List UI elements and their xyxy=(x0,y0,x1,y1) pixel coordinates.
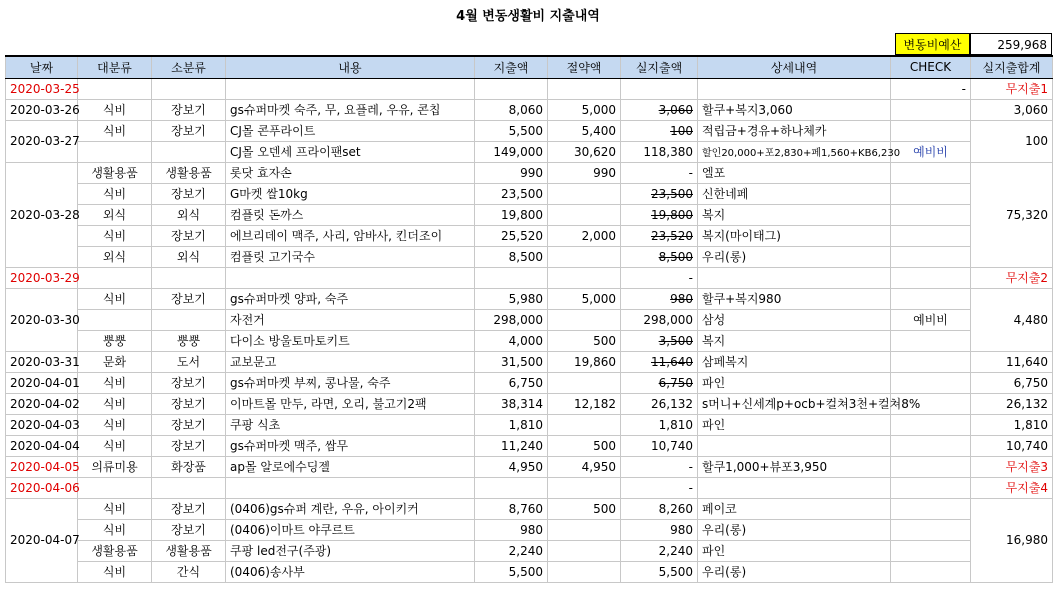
cell-spend[interactable]: 11,240 xyxy=(475,435,548,456)
header-detail[interactable]: 상세내역 xyxy=(698,56,891,78)
cell-saving[interactable] xyxy=(548,267,621,288)
cell-content[interactable]: 컴플릿 고기국수 xyxy=(226,246,475,267)
cell-check[interactable] xyxy=(891,561,971,582)
header-actual[interactable]: 실지출액 xyxy=(621,56,698,78)
cell-check[interactable]: 예비비 xyxy=(891,141,971,162)
cell-content[interactable]: 쿠팡 식초 xyxy=(226,414,475,435)
cell-spend[interactable]: 5,500 xyxy=(475,120,548,141)
cell-detail[interactable]: 할인20,000+포2,830+페1,560+KB6,230 xyxy=(698,141,891,162)
cell-detail[interactable] xyxy=(698,267,891,288)
cell-total[interactable]: 무지출2 xyxy=(971,267,1053,288)
header-content[interactable]: 내용 xyxy=(226,56,475,78)
table-row xyxy=(6,246,1053,267)
cell-content[interactable]: (0406)송사부 xyxy=(226,561,475,582)
cell-content[interactable]: 자전거 xyxy=(226,309,475,330)
cell-total[interactable]: 16,980 xyxy=(971,498,1053,582)
cell-subcategory[interactable]: 도서 xyxy=(152,351,226,372)
cell-category[interactable] xyxy=(78,309,152,330)
cell-total[interactable]: 6,750 xyxy=(971,372,1053,393)
cell-content[interactable]: 다이소 방울토마토키트 xyxy=(226,330,475,351)
cell-check[interactable] xyxy=(891,183,971,204)
cell-subcategory[interactable]: 장보기 xyxy=(152,120,226,141)
cell-saving[interactable]: 5,000 xyxy=(548,288,621,309)
cell-actual[interactable]: 980 xyxy=(621,288,698,309)
cell-content[interactable]: CJ몰 콘푸라이트 xyxy=(226,120,475,141)
cell-subcategory[interactable] xyxy=(152,141,226,162)
cell-saving[interactable] xyxy=(548,519,621,540)
cell-saving[interactable]: 5,400 xyxy=(548,120,621,141)
cell-category[interactable]: 식비 xyxy=(78,393,152,414)
cell-category[interactable] xyxy=(78,477,152,498)
cell-spend[interactable] xyxy=(475,267,548,288)
table-row xyxy=(6,393,1053,414)
cell-subcategory[interactable] xyxy=(152,477,226,498)
cell-total[interactable]: 26,132 xyxy=(971,393,1053,414)
table-row xyxy=(6,162,1053,183)
cell-detail[interactable]: 우리(롱) xyxy=(698,561,891,582)
cell-category[interactable]: 식비 xyxy=(78,372,152,393)
cell-saving[interactable]: 4,950 xyxy=(548,456,621,477)
cell-content[interactable]: 컴플릿 돈까스 xyxy=(226,204,475,225)
header-category[interactable]: 대분류 xyxy=(78,56,152,78)
cell-spend[interactable]: 19,800 xyxy=(475,204,548,225)
cell-category[interactable]: 식비 xyxy=(78,519,152,540)
cell-saving[interactable] xyxy=(548,372,621,393)
cell-saving[interactable] xyxy=(548,183,621,204)
cell-content[interactable]: gs슈퍼마켓 맥주, 쌈무 xyxy=(226,435,475,456)
cell-saving[interactable] xyxy=(548,78,621,99)
cell-detail[interactable] xyxy=(698,477,891,498)
cell-actual[interactable]: 23,520 xyxy=(621,225,698,246)
cell-content[interactable]: gs슈퍼마켓 숙주, 무, 요플레, 우유, 콘칩 xyxy=(226,99,475,120)
cell-spend[interactable]: 4,000 xyxy=(475,330,548,351)
cell-check[interactable] xyxy=(891,477,971,498)
cell-actual[interactable]: 8,260 xyxy=(621,498,698,519)
cell-check[interactable] xyxy=(891,267,971,288)
cell-detail[interactable]: 엘포 xyxy=(698,162,891,183)
cell-check[interactable] xyxy=(891,435,971,456)
header-date[interactable]: 날짜 xyxy=(6,56,78,78)
cell-date[interactable]: 2020-03-27 xyxy=(6,120,78,162)
cell-spend[interactable]: 980 xyxy=(475,519,548,540)
table-row xyxy=(6,141,1053,162)
header-spend[interactable]: 지출액 xyxy=(475,56,548,78)
cell-total[interactable]: 11,640 xyxy=(971,351,1053,372)
cell-category[interactable]: 식비 xyxy=(78,225,152,246)
table-row xyxy=(6,225,1053,246)
cell-saving[interactable] xyxy=(548,561,621,582)
cell-saving[interactable]: 500 xyxy=(548,498,621,519)
cell-subcategory[interactable]: 장보기 xyxy=(152,99,226,120)
cell-check[interactable] xyxy=(891,99,971,120)
cell-content[interactable]: 에브리데이 맥주, 사리, 암바사, 킨더조이 xyxy=(226,225,475,246)
table-row xyxy=(6,99,1053,120)
cell-detail[interactable] xyxy=(698,435,891,456)
cell-spend[interactable]: 5,980 xyxy=(475,288,548,309)
cell-actual[interactable]: 100 xyxy=(621,120,698,141)
cell-total[interactable]: 무지출3 xyxy=(971,456,1053,477)
table-row xyxy=(6,477,1053,498)
budget-value[interactable]: 259,968 xyxy=(970,33,1052,55)
budget-label[interactable]: 변동비예산 xyxy=(895,33,970,55)
table-row xyxy=(6,456,1053,477)
cell-check[interactable] xyxy=(891,162,971,183)
cell-saving[interactable] xyxy=(548,309,621,330)
cell-total[interactable]: 1,810 xyxy=(971,414,1053,435)
table-row xyxy=(6,183,1053,204)
table-row xyxy=(6,540,1053,561)
table-row xyxy=(6,309,1053,330)
table-row xyxy=(6,561,1053,582)
cell-check[interactable]: - xyxy=(891,78,971,99)
cell-check[interactable]: 예비비 xyxy=(891,309,971,330)
cell-subcategory[interactable] xyxy=(152,78,226,99)
cell-subcategory[interactable]: 생활용품 xyxy=(152,540,226,561)
cell-actual[interactable]: - xyxy=(621,267,698,288)
table-row xyxy=(6,267,1053,288)
cell-saving[interactable] xyxy=(548,204,621,225)
cell-saving[interactable]: 5,000 xyxy=(548,99,621,120)
cell-detail[interactable]: 신한네페 xyxy=(698,183,891,204)
cell-check[interactable] xyxy=(891,372,971,393)
cell-detail[interactable]: 복지(마이태그) xyxy=(698,225,891,246)
table-row xyxy=(6,351,1053,372)
cell-total[interactable]: 4,480 xyxy=(971,288,1053,351)
cell-category[interactable]: 식비 xyxy=(78,498,152,519)
cell-spend[interactable]: 149,000 xyxy=(475,141,548,162)
cell-subcategory[interactable]: 장보기 xyxy=(152,393,226,414)
table-row xyxy=(6,498,1053,519)
cell-actual[interactable]: - xyxy=(621,162,698,183)
cell-category[interactable]: 문화 xyxy=(78,351,152,372)
cell-total[interactable]: 무지출1 xyxy=(971,78,1053,99)
cell-date[interactable]: 2020-04-01 xyxy=(6,372,78,393)
cell-date[interactable]: 2020-03-31 xyxy=(6,351,78,372)
cell-actual[interactable]: 980 xyxy=(621,519,698,540)
cell-check[interactable] xyxy=(891,204,971,225)
cell-actual[interactable]: 1,810 xyxy=(621,414,698,435)
cell-spend[interactable]: 4,950 xyxy=(475,456,548,477)
cell-date[interactable]: 2020-03-30 xyxy=(6,288,78,351)
cell-saving[interactable]: 19,860 xyxy=(548,351,621,372)
cell-subcategory[interactable]: 장보기 xyxy=(152,183,226,204)
cell-spend[interactable]: 5,500 xyxy=(475,561,548,582)
cell-category[interactable] xyxy=(78,267,152,288)
cell-subcategory[interactable]: 화장품 xyxy=(152,456,226,477)
cell-subcategory[interactable]: 간식 xyxy=(152,561,226,582)
cell-detail[interactable]: 파인 xyxy=(698,540,891,561)
header-row xyxy=(6,56,1053,78)
cell-date[interactable]: 2020-04-05 xyxy=(6,456,78,477)
cell-detail[interactable]: 복지 xyxy=(698,204,891,225)
cell-category[interactable]: 생활용품 xyxy=(78,162,152,183)
cell-content[interactable]: (0406)이마트 야쿠르트 xyxy=(226,519,475,540)
table-row xyxy=(6,204,1053,225)
cell-detail[interactable]: 복지 xyxy=(698,330,891,351)
cell-subcategory[interactable]: 장보기 xyxy=(152,414,226,435)
cell-detail[interactable]: 할쿠+복지3,060 xyxy=(698,99,891,120)
cell-category[interactable]: 의류미용 xyxy=(78,456,152,477)
cell-category[interactable]: 식비 xyxy=(78,288,152,309)
cell-actual[interactable]: - xyxy=(621,456,698,477)
cell-detail[interactable]: 페이코 xyxy=(698,498,891,519)
cell-detail[interactable]: 삼성 xyxy=(698,309,891,330)
cell-check[interactable] xyxy=(891,351,971,372)
cell-detail[interactable]: s머니+신세계p+ocb+컬쳐3천+컬쳐8% xyxy=(698,393,891,414)
cell-category[interactable]: 식비 xyxy=(78,414,152,435)
table-row xyxy=(6,519,1053,540)
cell-spend[interactable]: 298,000 xyxy=(475,309,548,330)
cell-actual[interactable]: 118,380 xyxy=(621,141,698,162)
cell-actual[interactable] xyxy=(621,78,698,99)
cell-actual[interactable]: 26,132 xyxy=(621,393,698,414)
cell-spend[interactable]: 8,060 xyxy=(475,99,548,120)
cell-actual[interactable]: 6,750 xyxy=(621,372,698,393)
table-row xyxy=(6,414,1053,435)
cell-content[interactable]: 쿠팡 led전구(주광) xyxy=(226,540,475,561)
cell-subcategory[interactable]: 외식 xyxy=(152,204,226,225)
cell-saving[interactable] xyxy=(548,246,621,267)
cell-content[interactable] xyxy=(226,267,475,288)
cell-actual[interactable]: 3,500 xyxy=(621,330,698,351)
cell-spend[interactable]: 6,750 xyxy=(475,372,548,393)
table-row xyxy=(6,288,1053,309)
table-row xyxy=(6,78,1053,99)
cell-content[interactable]: ap몰 알로에수딩젤 xyxy=(226,456,475,477)
cell-saving[interactable]: 12,182 xyxy=(548,393,621,414)
cell-date[interactable]: 2020-04-02 xyxy=(6,393,78,414)
cell-saving[interactable]: 2,000 xyxy=(548,225,621,246)
cell-spend[interactable]: 8,760 xyxy=(475,498,548,519)
cell-total[interactable]: 무지출4 xyxy=(971,477,1053,498)
cell-category[interactable]: 식비 xyxy=(78,435,152,456)
cell-spend[interactable]: 1,810 xyxy=(475,414,548,435)
cell-detail[interactable]: 할쿠1,000+뷰포3,950 xyxy=(698,456,891,477)
cell-detail[interactable]: 파인 xyxy=(698,414,891,435)
cell-content[interactable]: (0406)gs슈퍼 계란, 우유, 아이키커 xyxy=(226,498,475,519)
cell-date[interactable]: 2020-04-03 xyxy=(6,414,78,435)
cell-content[interactable]: CJ몰 오덴세 프라이팬set xyxy=(226,141,475,162)
cell-total[interactable]: 75,320 xyxy=(971,162,1053,267)
cell-spend[interactable]: 23,500 xyxy=(475,183,548,204)
table-row xyxy=(6,435,1053,456)
cell-category[interactable]: 뿡뿡 xyxy=(78,330,152,351)
cell-saving[interactable] xyxy=(548,477,621,498)
cell-actual[interactable]: 23,500 xyxy=(621,183,698,204)
cell-subcategory[interactable] xyxy=(152,267,226,288)
table-row xyxy=(6,330,1053,351)
cell-actual[interactable]: 11,640 xyxy=(621,351,698,372)
cell-saving[interactable]: 30,620 xyxy=(548,141,621,162)
header-subcategory[interactable]: 소분류 xyxy=(152,56,226,78)
cell-detail[interactable]: 적립금+경유+하나체카 xyxy=(698,120,891,141)
cell-total[interactable]: 3,060 xyxy=(971,99,1053,120)
cell-spend[interactable]: 38,314 xyxy=(475,393,548,414)
cell-date[interactable]: 2020-03-28 xyxy=(6,162,78,267)
cell-content[interactable]: G마켓 쌀10kg xyxy=(226,183,475,204)
cell-actual[interactable]: 2,240 xyxy=(621,540,698,561)
cell-content[interactable] xyxy=(226,78,475,99)
cell-subcategory[interactable]: 장보기 xyxy=(152,498,226,519)
cell-subcategory[interactable]: 뿡뿡 xyxy=(152,330,226,351)
cell-content[interactable] xyxy=(226,477,475,498)
cell-total[interactable]: 100 xyxy=(971,120,1053,162)
cell-subcategory[interactable]: 외식 xyxy=(152,246,226,267)
table-row xyxy=(6,120,1053,141)
cell-detail[interactable]: 파인 xyxy=(698,372,891,393)
cell-date[interactable]: 2020-04-06 xyxy=(6,477,78,498)
sheet-title: 4월 변동생활비 지출내역 xyxy=(456,9,600,24)
cell-check[interactable] xyxy=(891,120,971,141)
header-total[interactable]: 실지출합계 xyxy=(971,56,1053,78)
cell-content[interactable]: 교보문고 xyxy=(226,351,475,372)
cell-check[interactable] xyxy=(891,246,971,267)
cell-category[interactable]: 식비 xyxy=(78,183,152,204)
cell-category[interactable]: 식비 xyxy=(78,561,152,582)
cell-spend[interactable]: 8,500 xyxy=(475,246,548,267)
cell-detail[interactable] xyxy=(698,78,891,99)
cell-saving[interactable] xyxy=(548,540,621,561)
cell-saving[interactable] xyxy=(548,414,621,435)
cell-actual[interactable]: 5,500 xyxy=(621,561,698,582)
cell-check[interactable] xyxy=(891,456,971,477)
cell-check[interactable] xyxy=(891,330,971,351)
header-saving[interactable]: 절약액 xyxy=(548,56,621,78)
cell-date[interactable]: 2020-03-26 xyxy=(6,99,78,120)
cell-saving[interactable]: 990 xyxy=(548,162,621,183)
cell-subcategory[interactable]: 장보기 xyxy=(152,225,226,246)
cell-subcategory[interactable]: 장보기 xyxy=(152,435,226,456)
expense-table xyxy=(5,55,1053,583)
cell-category[interactable] xyxy=(78,141,152,162)
cell-category[interactable]: 식비 xyxy=(78,120,152,141)
cell-category[interactable]: 식비 xyxy=(78,99,152,120)
cell-spend[interactable]: 31,500 xyxy=(475,351,548,372)
cell-saving[interactable]: 500 xyxy=(548,435,621,456)
cell-actual[interactable]: 3,060 xyxy=(621,99,698,120)
cell-saving[interactable]: 500 xyxy=(548,330,621,351)
cell-content[interactable]: 이마트몰 만두, 라면, 오리, 불고기2팩 xyxy=(226,393,475,414)
cell-check[interactable] xyxy=(891,540,971,561)
cell-actual[interactable]: 10,740 xyxy=(621,435,698,456)
cell-actual[interactable]: 8,500 xyxy=(621,246,698,267)
cell-detail[interactable]: 할쿠+복지980 xyxy=(698,288,891,309)
header-check[interactable]: CHECK xyxy=(891,56,971,78)
cell-spend[interactable] xyxy=(475,477,548,498)
cell-actual[interactable]: - xyxy=(621,477,698,498)
cell-date[interactable]: 2020-03-25 xyxy=(6,78,78,99)
cell-subcategory[interactable]: 생활용품 xyxy=(152,162,226,183)
cell-date[interactable]: 2020-04-04 xyxy=(6,435,78,456)
cell-total[interactable]: 10,740 xyxy=(971,435,1053,456)
cell-spend[interactable] xyxy=(475,78,548,99)
cell-category[interactable]: 외식 xyxy=(78,204,152,225)
cell-spend[interactable]: 990 xyxy=(475,162,548,183)
cell-check[interactable] xyxy=(891,414,971,435)
cell-actual[interactable]: 298,000 xyxy=(621,309,698,330)
cell-content[interactable]: gs슈퍼마켓 양파, 숙주 xyxy=(226,288,475,309)
cell-detail[interactable]: 우리(롱) xyxy=(698,519,891,540)
cell-subcategory[interactable]: 장보기 xyxy=(152,288,226,309)
cell-content[interactable]: 롯닷 효자손 xyxy=(226,162,475,183)
cell-subcategory[interactable]: 장보기 xyxy=(152,519,226,540)
cell-subcategory[interactable] xyxy=(152,309,226,330)
cell-detail[interactable]: 우리(롱) xyxy=(698,246,891,267)
cell-category[interactable]: 생활용품 xyxy=(78,540,152,561)
cell-category[interactable] xyxy=(78,78,152,99)
cell-check[interactable] xyxy=(891,288,971,309)
cell-check[interactable] xyxy=(891,498,971,519)
table-row xyxy=(6,372,1053,393)
cell-date[interactable]: 2020-04-07 xyxy=(6,498,78,582)
cell-spend[interactable]: 25,520 xyxy=(475,225,548,246)
cell-category[interactable]: 외식 xyxy=(78,246,152,267)
cell-detail[interactable]: 삼페복지 xyxy=(698,351,891,372)
cell-actual[interactable]: 19,800 xyxy=(621,204,698,225)
cell-content[interactable]: gs슈퍼마켓 부찌, 콩나물, 숙주 xyxy=(226,372,475,393)
cell-subcategory[interactable]: 장보기 xyxy=(152,372,226,393)
cell-check[interactable] xyxy=(891,519,971,540)
cell-spend[interactable]: 2,240 xyxy=(475,540,548,561)
cell-date[interactable]: 2020-03-29 xyxy=(6,267,78,288)
cell-check[interactable] xyxy=(891,225,971,246)
